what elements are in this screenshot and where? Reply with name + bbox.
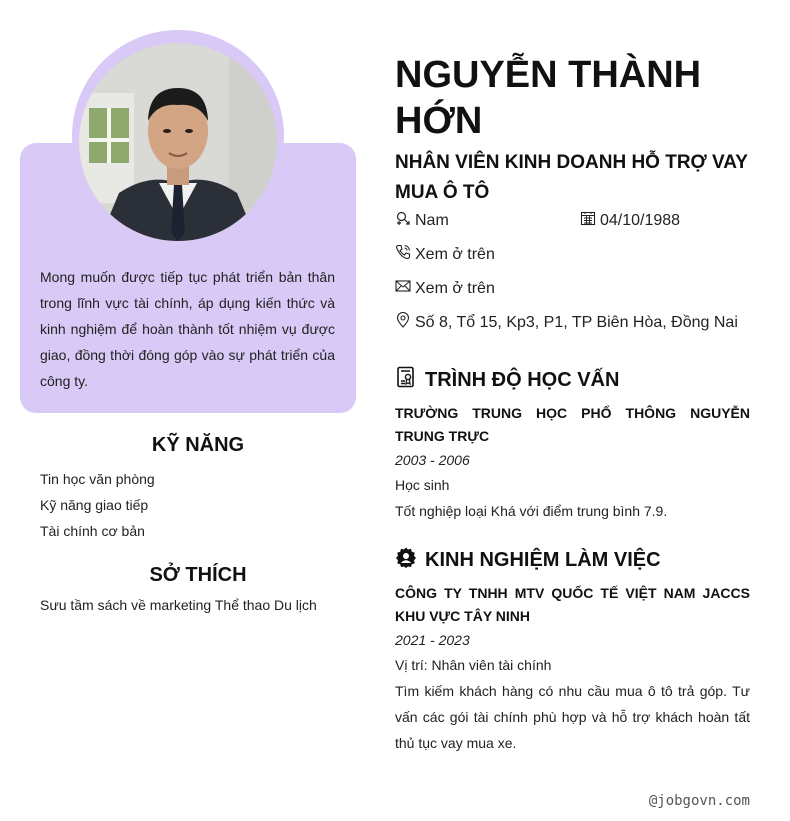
- address-value: Số 8, Tổ 15, Kp3, P1, TP Biên Hòa, Đồng Nai: [415, 313, 738, 331]
- phone-value: Xem ở trên: [415, 245, 495, 263]
- school-name: TRƯỜNG TRUNG HỌC PHỔ THÔNG NGUYỄN TRUNG TRỰC: [395, 405, 750, 444]
- skill-item: Kỹ năng giao tiếp: [40, 497, 149, 513]
- gender-info: [395, 210, 449, 231]
- mail-icon: [395, 278, 411, 299]
- skill-item: Tài chính cơ bản: [40, 523, 145, 539]
- gender-value: Nam: [415, 211, 449, 229]
- job-title: NHÂN VIÊN KINH DOANH HỖ TRỢ VAY MUA Ô TÔ: [395, 152, 748, 203]
- email-value: Xem ở trên: [415, 279, 495, 297]
- certificate-icon: [395, 366, 417, 394]
- watermark: @jobgovn.com: [648, 793, 750, 809]
- phone-icon: [395, 244, 411, 265]
- dob-info: [580, 210, 680, 231]
- calendar-icon: [580, 210, 596, 231]
- full-name: NGUYỄN THÀNH HỚN: [395, 54, 702, 142]
- hobbies-title: SỞ THÍCH: [149, 564, 247, 586]
- company-name: CÔNG TY TNHH MTV QUỐC TẾ VIỆT NAM JACCS KHU VỰC TÂY NINH: [395, 585, 750, 624]
- skills-title: KỸ NĂNG: [151, 434, 245, 456]
- experience-header: [395, 546, 661, 574]
- phone-info: [395, 244, 495, 265]
- skill-item: Tin học văn phòng: [40, 471, 155, 487]
- education-title: TRÌNH ĐỘ HỌC VẤN: [425, 368, 620, 391]
- address-info: [395, 312, 738, 333]
- gear-user-icon: [395, 546, 417, 574]
- education-header: [395, 366, 619, 394]
- experience-title: KINH NGHIỆM LÀM VIỆC: [425, 548, 661, 571]
- education-description: Tốt nghiệp loại Khá với điểm trung bình 7.9.: [395, 503, 668, 519]
- location-pin-icon: [395, 312, 411, 333]
- experience-role: Vị trí: Nhân viên tài chính: [395, 657, 552, 673]
- education-role: Học sinh: [395, 477, 450, 493]
- career-objective: Mong muốn được tiếp tục phát triển bản thân trong lĩnh vực tài chính, áp dụng kiến thức và kinh nghiệm để hoàn thành tốt nhiệm vụ được giao, đồng thời đóng góp vào sự phát triển của công ty.: [40, 269, 335, 389]
- gender-icon: [395, 210, 411, 231]
- email-info: [395, 278, 495, 299]
- dob-value: 04/10/1988: [600, 211, 681, 229]
- hobbies-text: Sưu tầm sách về marketing Thể thao Du lịch: [40, 597, 317, 613]
- avatar: [79, 43, 277, 241]
- experience-period: 2021 - 2023: [395, 632, 470, 648]
- skills-list: [40, 466, 155, 544]
- education-period: 2003 - 2006: [395, 452, 470, 468]
- experience-description: Tìm kiếm khách hàng có nhu cầu mua ô tô trả góp. Tư vấn các gói tài chính phù hợp và hỗ trợ khách hoàn tất thủ tục vay mua xe.: [395, 683, 750, 751]
